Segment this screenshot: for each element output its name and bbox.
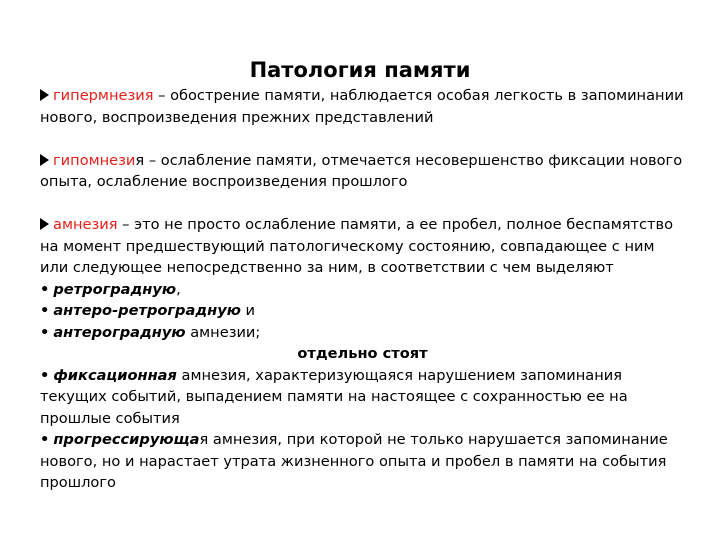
text-fixation: амнезия, характеризующаяся нарушением запоминания текущих событий, выпадением памяти на настоящее с сохранностью ее на прошлые события bbox=[40, 366, 628, 427]
term-antero-retrograde: антеро-ретроградную bbox=[53, 302, 241, 319]
bullet-icon: • bbox=[40, 323, 50, 341]
list-item-antero-retrograde bbox=[40, 300, 685, 322]
definition-hypermnesia: – обострение памяти, наблюдается особая легкость в запоминании нового, воспроизведения прежних представлений bbox=[40, 87, 684, 126]
separate-heading: отдельно стоят bbox=[297, 345, 428, 362]
list-item-progressive bbox=[40, 429, 685, 494]
bullet-icon: • bbox=[40, 280, 50, 298]
list-item-retrograde bbox=[40, 279, 685, 301]
term-hypomnesia: гипомнези bbox=[53, 151, 136, 169]
item-hypermnesia bbox=[40, 85, 685, 128]
bullet-icon: • bbox=[40, 302, 50, 319]
arrow-right-icon bbox=[40, 154, 49, 166]
definition-hypomnesia: – ослабление памяти, отмечается несовершенство фиксации нового опыта, ослабление воспроизведения прошлого bbox=[40, 151, 683, 190]
arrow-right-icon bbox=[40, 89, 49, 101]
spacer bbox=[40, 128, 685, 150]
spacer bbox=[40, 193, 685, 215]
item-hypomnesia bbox=[40, 150, 685, 193]
term-hypermnesia: гипермнезия bbox=[53, 87, 154, 104]
term-hypomnesia-tail: я bbox=[135, 151, 145, 169]
bullet-icon: • bbox=[40, 431, 50, 448]
term-fixation: фиксационная bbox=[53, 366, 177, 384]
list-item-anterograde bbox=[40, 322, 685, 344]
arrow-right-icon bbox=[40, 218, 49, 230]
text-antero-retrograde: и bbox=[240, 302, 256, 319]
term-amnesia: амнезия bbox=[53, 216, 118, 233]
term-anterograde: антероградную bbox=[53, 323, 186, 341]
term-retrograde: ретроградную bbox=[53, 280, 177, 298]
text-anterograde: амнезии; bbox=[185, 323, 261, 341]
item-amnesia bbox=[40, 214, 685, 279]
definition-amnesia: – это не просто ослабление памяти, а ее пробел, полное беспамятство на момент предшествующий патологическому состоянию, совпадающее с ним или следующее непосредственно за ним, в соответствии с чем выделяют bbox=[40, 216, 674, 276]
bullet-icon: • bbox=[40, 366, 50, 384]
list-item-fixation bbox=[40, 365, 685, 430]
text-progressive: я амнезия, при которой не только нарушается запоминание нового, но и нарастает утрата жизненного опыта и пробел в памяти на события прошлого bbox=[40, 431, 668, 491]
slide-title: Патология памяти bbox=[249, 58, 471, 82]
text-retrograde: , bbox=[176, 280, 181, 298]
term-progressive: прогрессирующа bbox=[53, 431, 200, 448]
slide-content bbox=[40, 85, 685, 494]
